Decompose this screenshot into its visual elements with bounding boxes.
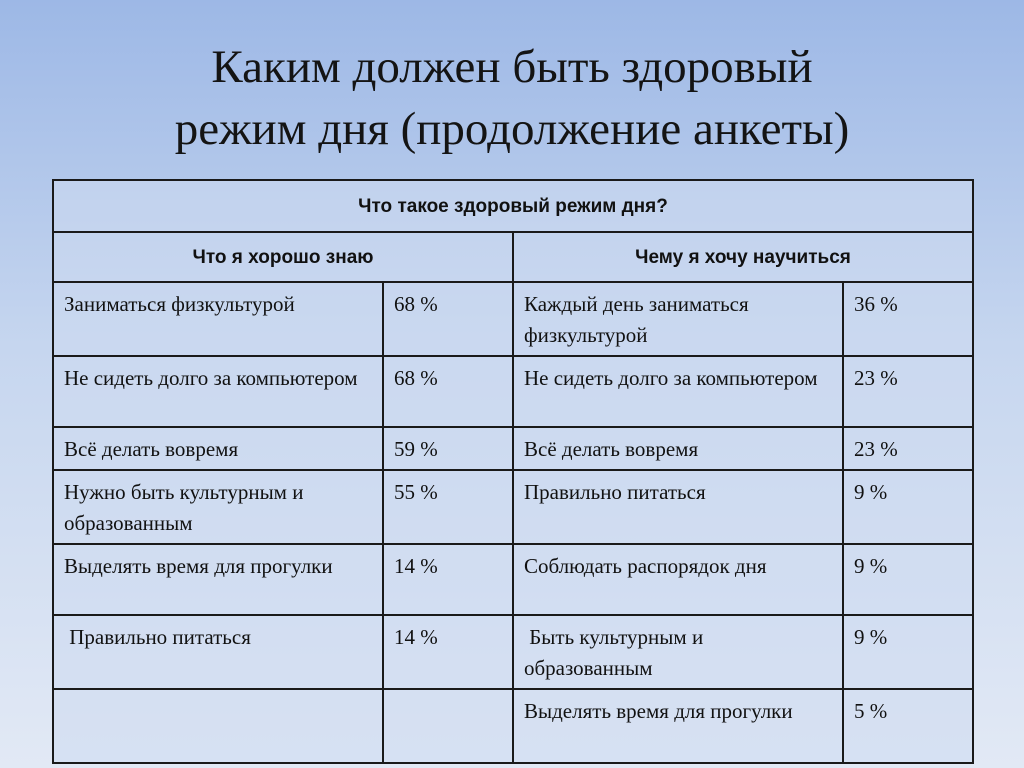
right-column-header: Чему я хочу научиться	[513, 232, 973, 282]
left-item-text: Правильно питаться	[53, 615, 383, 689]
left-item-percent: 68 %	[383, 356, 513, 427]
left-item-percent: 68 %	[383, 282, 513, 356]
right-item-text: Правильно питаться	[513, 470, 843, 544]
table-row	[53, 615, 973, 689]
table-row	[53, 544, 973, 615]
left-item-text	[53, 689, 383, 763]
table-row	[53, 689, 973, 763]
slide-title	[0, 36, 1024, 160]
right-item-text: Всё делать вовремя	[513, 427, 843, 470]
right-item-percent: 23 %	[843, 427, 973, 470]
right-item-text: Быть культурным и образованным	[513, 615, 843, 689]
right-item-text: Не сидеть долго за компьютером	[513, 356, 843, 427]
left-item-percent: 59 %	[383, 427, 513, 470]
right-item-percent: 36 %	[843, 282, 973, 356]
left-item-text: Выделять время для прогулки	[53, 544, 383, 615]
right-item-percent: 9 %	[843, 544, 973, 615]
right-item-text: Соблюдать распорядок дня	[513, 544, 843, 615]
right-item-percent: 5 %	[843, 689, 973, 763]
slide-title-line-1: Каким должен быть здоровый	[211, 41, 813, 93]
left-item-percent: 14 %	[383, 615, 513, 689]
table-row	[53, 470, 973, 544]
left-item-text: Не сидеть долго за компьютером	[53, 356, 383, 427]
table-title: Что такое здоровый режим дня?	[53, 180, 973, 232]
left-item-percent: 14 %	[383, 544, 513, 615]
table-row	[53, 282, 973, 356]
table-row	[53, 356, 973, 427]
table-row	[53, 427, 973, 470]
left-column-header: Что я хорошо знаю	[53, 232, 513, 282]
slide-title-line-2: режим дня (продолжение анкеты)	[174, 103, 850, 155]
right-item-percent: 9 %	[843, 470, 973, 544]
table-title-row	[53, 180, 973, 232]
left-item-text: Всё делать вовремя	[53, 427, 383, 470]
table-header-row	[53, 232, 973, 282]
right-item-text: Каждый день заниматься физкультурой	[513, 282, 843, 356]
survey-table	[52, 179, 974, 764]
left-item-text: Нужно быть культурным и образованным	[53, 470, 383, 544]
right-item-percent: 23 %	[843, 356, 973, 427]
right-item-text: Выделять время для прогулки	[513, 689, 843, 763]
left-item-percent: 55 %	[383, 470, 513, 544]
left-item-percent	[383, 689, 513, 763]
right-item-percent: 9 %	[843, 615, 973, 689]
left-item-text: Заниматься физкультурой	[53, 282, 383, 356]
